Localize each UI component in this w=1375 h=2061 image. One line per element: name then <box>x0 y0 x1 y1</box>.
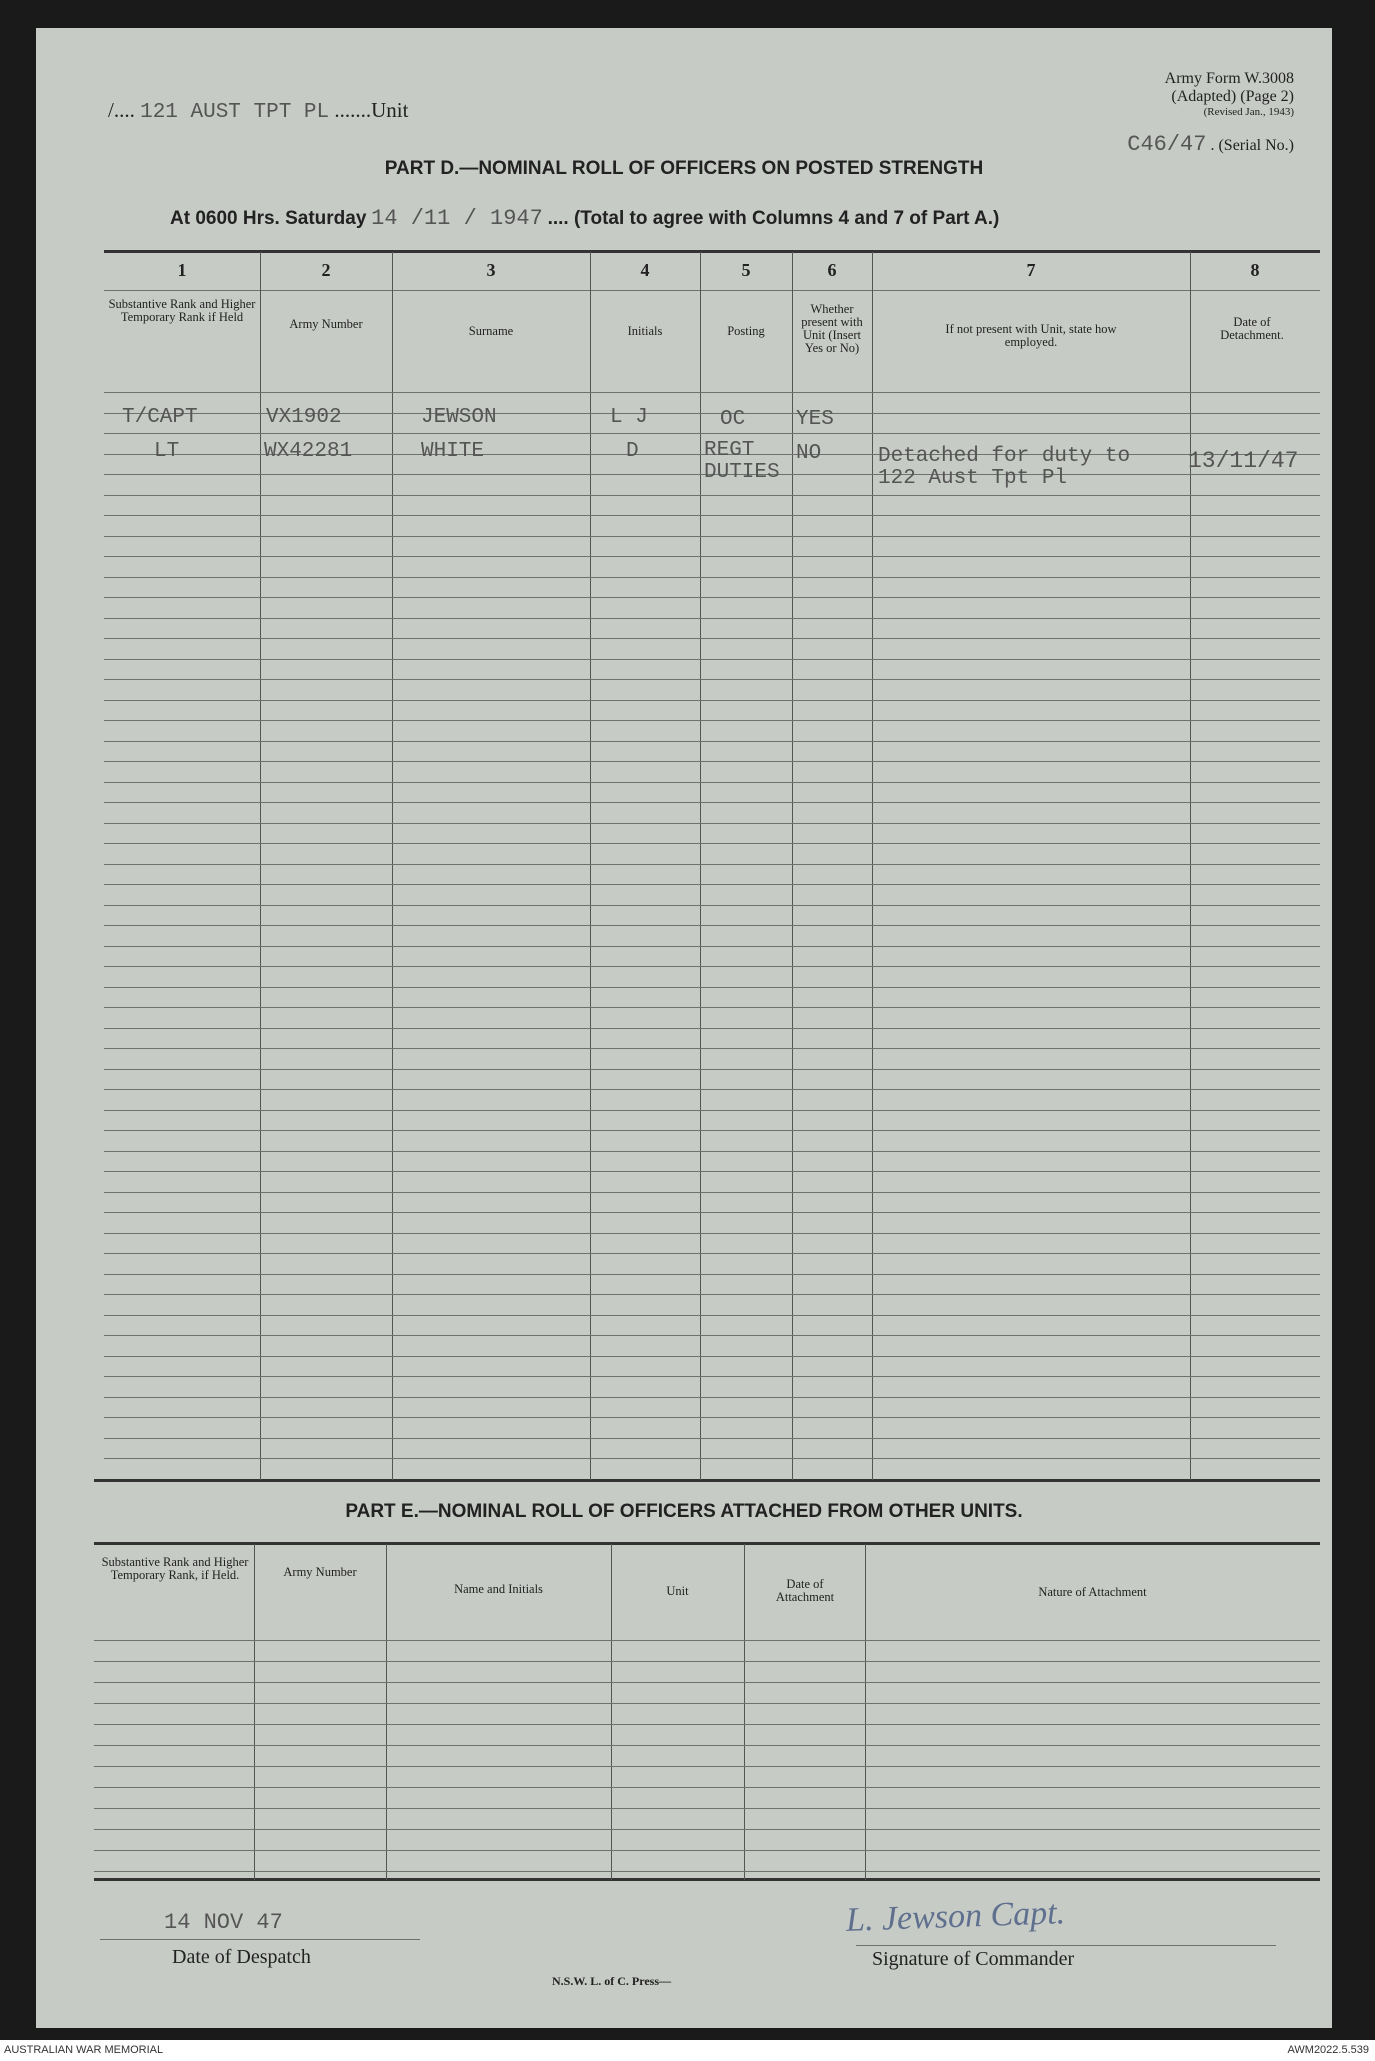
ruled-line <box>104 392 1320 393</box>
commander-signature: L. Jewson Capt. <box>845 1894 1066 1939</box>
date-value: 14 /11 / 1947 <box>371 206 543 231</box>
ruled-line <box>104 1048 1320 1049</box>
col-num-6: 6 <box>827 260 837 280</box>
ruled-line <box>104 1233 1320 1234</box>
ruled-line <box>104 433 1320 434</box>
form-id-line2: (Adapted) (Page 2) <box>1171 88 1294 105</box>
row2-initials: D <box>626 440 639 463</box>
ruled-line <box>94 1682 1320 1683</box>
row1-army-number: VX1902 <box>266 406 342 429</box>
col-divider <box>792 252 793 1480</box>
ruled-line <box>104 966 1320 967</box>
ruled-line <box>94 1829 1320 1830</box>
col-header-army-number: Army Number <box>289 317 363 331</box>
e-header-army-number: Army Number <box>283 1565 357 1579</box>
col-header-posting: Posting <box>727 324 765 338</box>
ruled-line <box>104 864 1320 865</box>
row1-surname: JEWSON <box>421 406 497 429</box>
ruled-line <box>104 679 1320 680</box>
time-prefix: At 0600 Hrs. Saturday <box>170 208 367 229</box>
col-divider <box>392 252 393 1480</box>
col-num-8: 8 <box>1250 260 1260 280</box>
archive-right: AWM2022.5.539 <box>1287 2044 1369 2056</box>
col-header-employed: If not present with Unit, state how employed. <box>945 322 1117 349</box>
col-divider <box>590 252 591 1480</box>
ruled-line <box>104 1130 1320 1131</box>
col-header-initials: Initials <box>627 324 663 338</box>
ruled-line <box>104 618 1320 619</box>
ruled-line <box>104 905 1320 906</box>
signature-line <box>856 1945 1276 1946</box>
ruled-line <box>94 1661 1320 1662</box>
despatch-date: 14 NOV 47 <box>164 1910 283 1935</box>
despatch-label: Date of Despatch <box>172 1946 311 1968</box>
row2-surname: WHITE <box>421 440 485 463</box>
col-header-date: Date of Detachment. <box>1220 315 1284 342</box>
ruled-line <box>104 823 1320 824</box>
col-divider <box>1190 252 1191 1480</box>
ruled-line <box>104 1192 1320 1193</box>
form-id <box>1165 70 1294 119</box>
unit-line <box>108 98 408 124</box>
ruled-line <box>94 1766 1320 1767</box>
unit-prefix: /.... <box>108 98 135 122</box>
ruled-line <box>104 515 1320 516</box>
ruled-line <box>94 1787 1320 1788</box>
part-e-title: PART E.—NOMINAL ROLL OF OFFICERS ATTACHED FROM OTHER UNITS. <box>345 1501 1023 1522</box>
part-e-bottom-rule <box>94 1878 1320 1881</box>
ruled-line <box>104 1335 1320 1336</box>
e-header-unit: Unit <box>666 1584 689 1598</box>
col-num-3: 3 <box>486 260 496 280</box>
ruled-line <box>104 1397 1320 1398</box>
ruled-line <box>104 802 1320 803</box>
unit-suffix: .......Unit <box>334 98 409 122</box>
col-num-1: 1 <box>177 260 187 280</box>
col-num-5: 5 <box>741 260 751 280</box>
ruled-line <box>94 1850 1320 1851</box>
serial-label: . (Serial No.) <box>1210 137 1294 154</box>
ruled-line <box>104 577 1320 578</box>
time-suffix: .... (Total to agree with Columns 4 and 7 of Part A.) <box>547 208 1000 229</box>
col-num-2: 2 <box>321 260 331 280</box>
ruled-line <box>94 1703 1320 1704</box>
row1-initials: L J <box>610 406 648 429</box>
unit-value: 121 AUST TPT PL <box>140 101 330 124</box>
ruled-line <box>94 1724 1320 1725</box>
part-d-top-rule <box>104 250 1320 253</box>
ruled-line <box>104 659 1320 660</box>
ruled-line <box>104 720 1320 721</box>
part-e-top-rule <box>94 1542 1320 1545</box>
despatch-line <box>100 1939 420 1940</box>
ruled-line <box>94 1640 1320 1641</box>
ruled-line <box>104 1151 1320 1152</box>
col-num-4: 4 <box>640 260 650 280</box>
ruled-line <box>104 1274 1320 1275</box>
archive-footer <box>0 2040 1375 2061</box>
form-id-line3: (Revised Jan., 1943) <box>1203 106 1294 118</box>
part-d-bottom-rule <box>94 1479 1320 1482</box>
form-page <box>36 28 1332 2028</box>
printer-note: N.S.W. L. of C. Press— <box>552 1974 672 1988</box>
ruled-line <box>104 700 1320 701</box>
col-divider <box>872 252 873 1480</box>
e-header-rank: Substantive Rank and Higher Temporary Rank, if Held. <box>101 1555 249 1582</box>
ruled-line <box>104 761 1320 762</box>
row1-rank: T/CAPT <box>122 406 198 429</box>
ruled-line <box>104 1212 1320 1213</box>
ruled-line <box>104 1417 1320 1418</box>
e-header-name: Name and Initials <box>454 1582 543 1596</box>
row2-army-number: WX42281 <box>264 440 353 463</box>
part-d-time-line <box>170 206 999 231</box>
ruled-line <box>104 1253 1320 1254</box>
ruled-line <box>104 782 1320 783</box>
ruled-line <box>104 1110 1320 1111</box>
col-num-7: 7 <box>1026 260 1036 280</box>
serial-value: C46/47 <box>1127 132 1207 157</box>
row2-date: 13/11/47 <box>1188 448 1299 474</box>
ruled-line <box>104 1438 1320 1439</box>
ruled-line <box>104 638 1320 639</box>
ruled-line <box>104 843 1320 844</box>
ruled-line <box>104 1089 1320 1090</box>
ruled-line <box>94 1871 1320 1872</box>
e-header-nature: Nature of Attachment <box>1038 1585 1147 1599</box>
ruled-line <box>104 536 1320 537</box>
ruled-line <box>104 987 1320 988</box>
ruled-line <box>104 1007 1320 1008</box>
row2-present: NO <box>796 442 822 465</box>
ruled-line <box>104 1458 1320 1459</box>
part-d-title: PART D.—NOMINAL ROLL OF OFFICERS ON POSTED STRENGTH <box>384 158 984 179</box>
serial-line <box>1127 132 1294 157</box>
signature-label: Signature of Commander <box>872 1948 1075 1970</box>
col-header-surname: Surname <box>468 324 514 338</box>
ruled-line <box>104 597 1320 598</box>
col-header-rank: Substantive Rank and Higher Temporary Rank if Held <box>108 297 256 324</box>
row2-employed: Detached for duty to 122 Aust Tpt Pl <box>878 445 1131 490</box>
e-header-date: Date of Attachment <box>775 1577 835 1604</box>
row2-posting: REGT DUTIES <box>704 439 780 484</box>
row2-rank: LT <box>154 440 180 463</box>
ruled-line <box>104 495 1320 496</box>
part-d-num-rule <box>104 290 1320 291</box>
ruled-line <box>104 1069 1320 1070</box>
ruled-line <box>104 1376 1320 1377</box>
col-divider <box>700 252 701 1480</box>
archive-left: AUSTRALIAN WAR MEMORIAL <box>4 2044 164 2056</box>
ruled-line <box>94 1808 1320 1809</box>
ruled-line <box>94 1745 1320 1746</box>
ruled-line <box>104 1356 1320 1357</box>
ruled-line <box>104 1294 1320 1295</box>
form-id-line1: Army Form W.3008 <box>1164 70 1294 87</box>
ruled-line <box>104 1315 1320 1316</box>
ruled-line <box>104 925 1320 926</box>
ruled-line <box>104 1171 1320 1172</box>
ruled-line <box>104 946 1320 947</box>
ruled-line <box>104 741 1320 742</box>
row1-posting: OC <box>720 408 746 431</box>
ruled-line <box>104 1028 1320 1029</box>
col-header-present: Whether present with Unit (Insert Yes or No) <box>801 302 863 355</box>
ruled-line <box>104 556 1320 557</box>
ruled-line <box>104 884 1320 885</box>
row1-present: YES <box>796 408 834 431</box>
col-divider <box>260 252 261 1480</box>
